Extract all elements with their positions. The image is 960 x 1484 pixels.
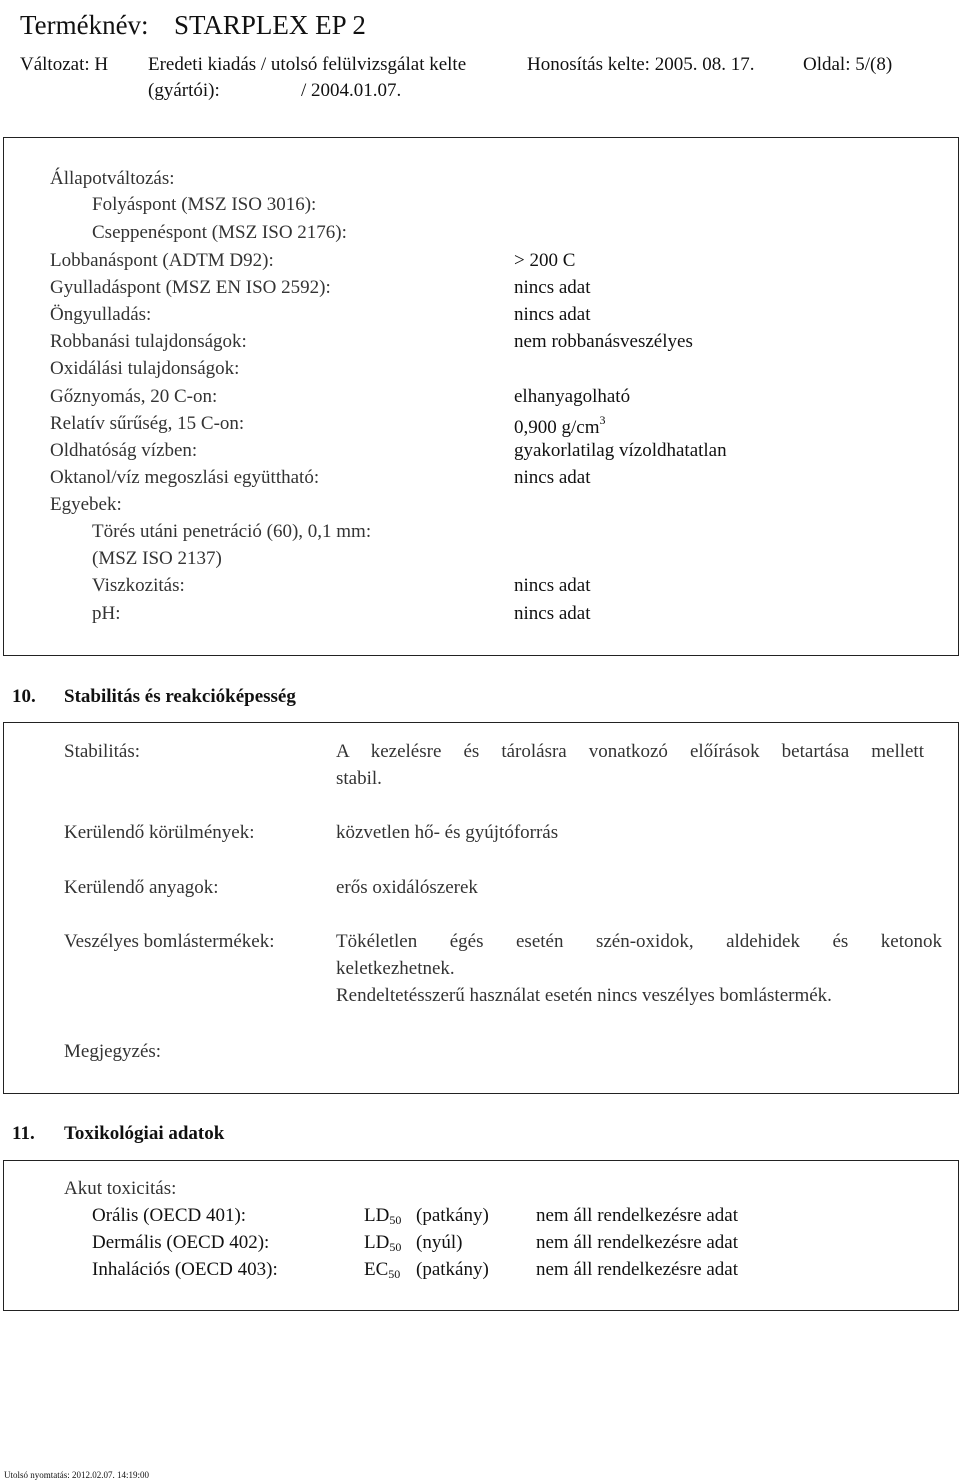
localization-date: Honosítás kelte: 2005. 08. 17. (527, 54, 755, 75)
tox-value: nem áll rendelkezésre adat (536, 1232, 739, 1253)
property-label: Oldhatóság vízben: (50, 440, 198, 461)
issue-date: / 2004.01.07. (301, 80, 402, 101)
issue-label: Eredeti kiadás / utolsó felülvizsgálat kelte (148, 54, 467, 75)
tox-measure (364, 1205, 401, 1228)
issue-label-line2: (gyártói): (148, 80, 220, 101)
property-label: Viszkozitás: (92, 575, 185, 596)
property-label: pH: (92, 603, 121, 624)
decomposition-value: Tökéletlen égés esetén szén-oxidok, aldehidek és ketonok (336, 931, 942, 952)
tox-measure-code: EC (364, 1259, 389, 1280)
tox-species: (nyúl) (416, 1232, 463, 1253)
property-label: Öngyulladás: (50, 304, 152, 325)
tox-measure (364, 1259, 400, 1282)
stability-value: A kezelésre és tárolásra vonatkozó előírások betartása mellett (336, 741, 924, 762)
stability-value-line2: stabil. (336, 768, 382, 789)
property-label: Robbanási tulajdonságok: (50, 331, 247, 352)
tox-species: (patkány) (416, 1205, 489, 1226)
section10-box (3, 722, 959, 1094)
avoid-conditions-label: Kerülendő körülmények: (64, 822, 255, 843)
product-name: STARPLEX EP 2 (174, 10, 366, 40)
tox-measure-subscript: 50 (389, 1213, 402, 1227)
print-timestamp: Utolsó nyomtatás: 2012.02.07. 14:19:00 (4, 1470, 149, 1480)
state-change-label: Állapotváltozás: (50, 168, 175, 189)
property-label: Relatív sűrűség, 15 C-on: (50, 413, 245, 434)
acute-toxicity-label: Akut toxicitás: (64, 1178, 177, 1199)
property-label: Törés utáni penetráció (60), 0,1 mm: (92, 521, 372, 542)
tox-route: Orális (OECD 401): (92, 1205, 247, 1226)
property-value: nem robbanásveszélyes (514, 331, 693, 352)
tox-value: nem áll rendelkezésre adat (536, 1259, 739, 1280)
section11-number: 11. (12, 1123, 35, 1144)
tox-measure-subscript: 50 (388, 1267, 401, 1281)
density-value (514, 413, 606, 439)
avoid-materials-label: Kerülendő anyagok: (64, 877, 219, 898)
stability-label: Stabilitás: (64, 741, 140, 762)
property-label: Oktanol/víz megoszlási együttható: (50, 467, 320, 488)
property-label: Folyáspont (MSZ ISO 3016): (92, 194, 317, 215)
property-value: nincs adat (514, 277, 591, 298)
avoid-conditions-value: közvetlen hő- és gyújtóforrás (336, 822, 559, 843)
section11-title: Toxikológiai adatok (64, 1123, 225, 1144)
tox-value: nem áll rendelkezésre adat (536, 1205, 739, 1226)
property-value: nincs adat (514, 603, 591, 624)
property-value: nincs adat (514, 467, 591, 488)
property-label: (MSZ ISO 2137) (92, 548, 222, 569)
tox-measure-code: LD (364, 1232, 390, 1253)
tox-measure (364, 1232, 401, 1255)
property-value: gyakorlatilag vízoldhatatlan (514, 440, 727, 461)
property-label: Oxidálási tulajdonságok: (50, 358, 240, 379)
tox-route: Inhalációs (OECD 403): (92, 1259, 278, 1280)
tox-route: Dermális (OECD 402): (92, 1232, 270, 1253)
section10-number: 10. (12, 686, 36, 707)
tox-species: (patkány) (416, 1259, 489, 1280)
property-label: Cseppenéspont (MSZ ISO 2176): (92, 222, 347, 243)
property-value: 0,900 g/cm (514, 417, 600, 438)
property-label: Gőznyomás, 20 C-on: (50, 386, 218, 407)
property-value: elhanyagolható (514, 386, 631, 407)
superscript: 3 (599, 413, 606, 427)
property-label: Lobbanáspont (ADTM D92): (50, 250, 274, 271)
decomposition-value-line3: Rendeltetésszerű használat esetén nincs veszélyes bomlástermék. (336, 985, 832, 1006)
decomposition-label: Veszélyes bomlástermékek: (64, 931, 275, 952)
property-value: nincs adat (514, 575, 591, 596)
tox-measure-code: LD (364, 1205, 390, 1226)
property-value: nincs adat (514, 304, 591, 325)
property-value: > 200 C (514, 250, 576, 271)
tox-measure-subscript: 50 (389, 1240, 402, 1254)
decomposition-value-line2: keletkezhetnek. (336, 958, 455, 979)
property-label: Gyulladáspont (MSZ EN ISO 2592): (50, 277, 331, 298)
note-label: Megjegyzés: (64, 1041, 162, 1062)
page-number: Oldal: 5/(8) (803, 54, 893, 75)
avoid-materials-value: erős oxidálószerek (336, 877, 478, 898)
property-label: Egyebek: (50, 494, 122, 515)
section10-title: Stabilitás és reakcióképesség (64, 686, 296, 707)
version: Változat: H (20, 54, 109, 75)
product-name-label: Terméknév: (20, 10, 149, 40)
